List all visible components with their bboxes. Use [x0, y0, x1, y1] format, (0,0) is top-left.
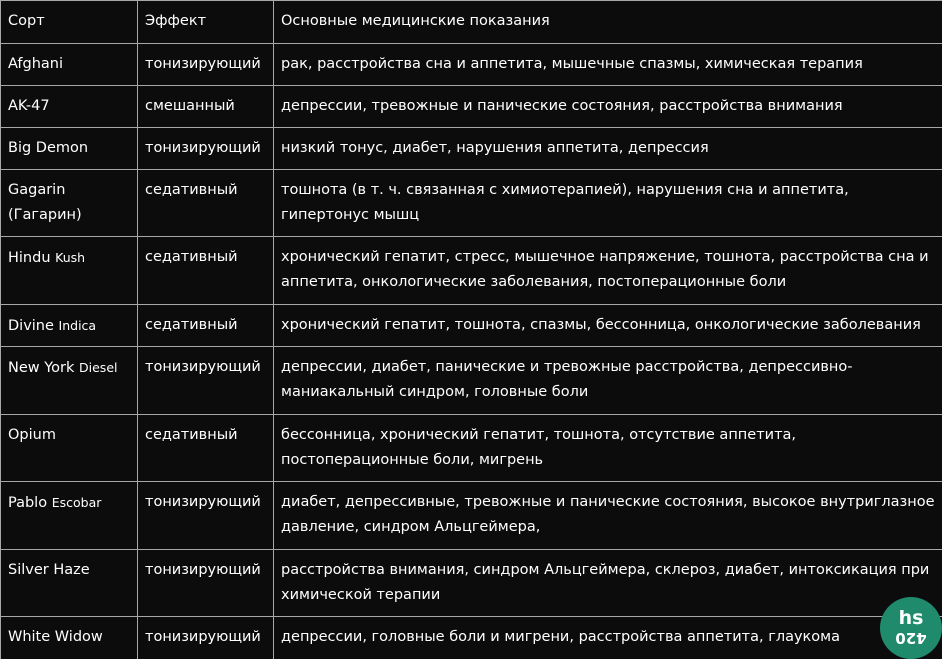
logo-mark: [880, 597, 942, 659]
table-row: [1, 128, 942, 170]
logo-text-top: hs: [898, 607, 924, 629]
table-row: [1, 482, 942, 550]
strain-effect: тонизирующий: [138, 482, 274, 550]
strain-indications: хронический гепатит, стресс, мышечное напряжение, тошнота, расстройства сна и аппетита, онкологические заболевания, постоперационные боли: [274, 237, 942, 305]
strain-name: Afghani: [1, 44, 138, 86]
strain-effect: седативный: [138, 170, 274, 237]
table-row: [1, 237, 942, 305]
table-row: [1, 347, 942, 415]
strain-name: Big Demon: [1, 128, 138, 170]
strain-name: White Widow: [1, 617, 138, 659]
table-row: [1, 170, 942, 237]
strain-name: Pablo Escobar: [1, 482, 138, 550]
strain-effect: тонизирующий: [138, 617, 274, 659]
logo-text-bottom: 420: [895, 629, 927, 647]
strain-indications: диабет, депрессивные, тревожные и панические состояния, высокое внутриглазное давление, синдром Альцгеймера,: [274, 482, 942, 550]
strain-effect: тонизирующий: [138, 347, 274, 415]
header-indications: Основные медицинские показания: [274, 1, 942, 44]
table-row: [1, 86, 942, 128]
strain-effect: смешанный: [138, 86, 274, 128]
strain-effect: тонизирующий: [138, 550, 274, 617]
strain-name: Gagarin (Гагарин): [1, 170, 138, 237]
table-row: [1, 617, 942, 659]
strain-name: Opium: [1, 415, 138, 482]
table-header-row: [1, 1, 942, 44]
table-row: [1, 44, 942, 86]
strain-indications: расстройства внимания, синдром Альцгеймера, склероз, диабет, интоксикация при химической терапии: [274, 550, 942, 617]
strain-indications: депрессии, диабет, панические и тревожные расстройства, депрессивно-маниакальный синдром, головные боли: [274, 347, 942, 415]
strain-name: Divine Indica: [1, 305, 138, 347]
hs420-logo: [880, 597, 942, 659]
strain-indications: бессонница, хронический гепатит, тошнота, отсутствие аппетита, постоперационные боли, мигрень: [274, 415, 942, 482]
strain-indications: тошнота (в т. ч. связанная с химиотерапией), нарушения сна и аппетита, гипертонус мышц: [274, 170, 942, 237]
strain-effect: тонизирующий: [138, 128, 274, 170]
strain-effect: седативный: [138, 415, 274, 482]
strain-indications: низкий тонус, диабет, нарушения аппетита, депрессия: [274, 128, 942, 170]
strain-effect: тонизирующий: [138, 44, 274, 86]
table-row: [1, 305, 942, 347]
strain-indications: рак, расстройства сна и аппетита, мышечные спазмы, химическая терапия: [274, 44, 942, 86]
strain-name: New York Diesel: [1, 347, 138, 415]
strain-indications: хронический гепатит, тошнота, спазмы, бессонница, онкологические заболевания: [274, 305, 942, 347]
header-strain: Сорт: [1, 1, 138, 44]
header-effect: Эффект: [138, 1, 274, 44]
strain-effect: седативный: [138, 305, 274, 347]
table-row: [1, 550, 942, 617]
strain-indications: депрессии, тревожные и панические состояния, расстройства внимания: [274, 86, 942, 128]
strain-indications: депрессии, головные боли и мигрени, расстройства аппетита, глаукома: [274, 617, 942, 659]
table-row: [1, 415, 942, 482]
strain-name: Silver Haze: [1, 550, 138, 617]
strain-name: Hindu Kush: [1, 237, 138, 305]
strain-effect: седативный: [138, 237, 274, 305]
strain-name: AK-47: [1, 86, 138, 128]
